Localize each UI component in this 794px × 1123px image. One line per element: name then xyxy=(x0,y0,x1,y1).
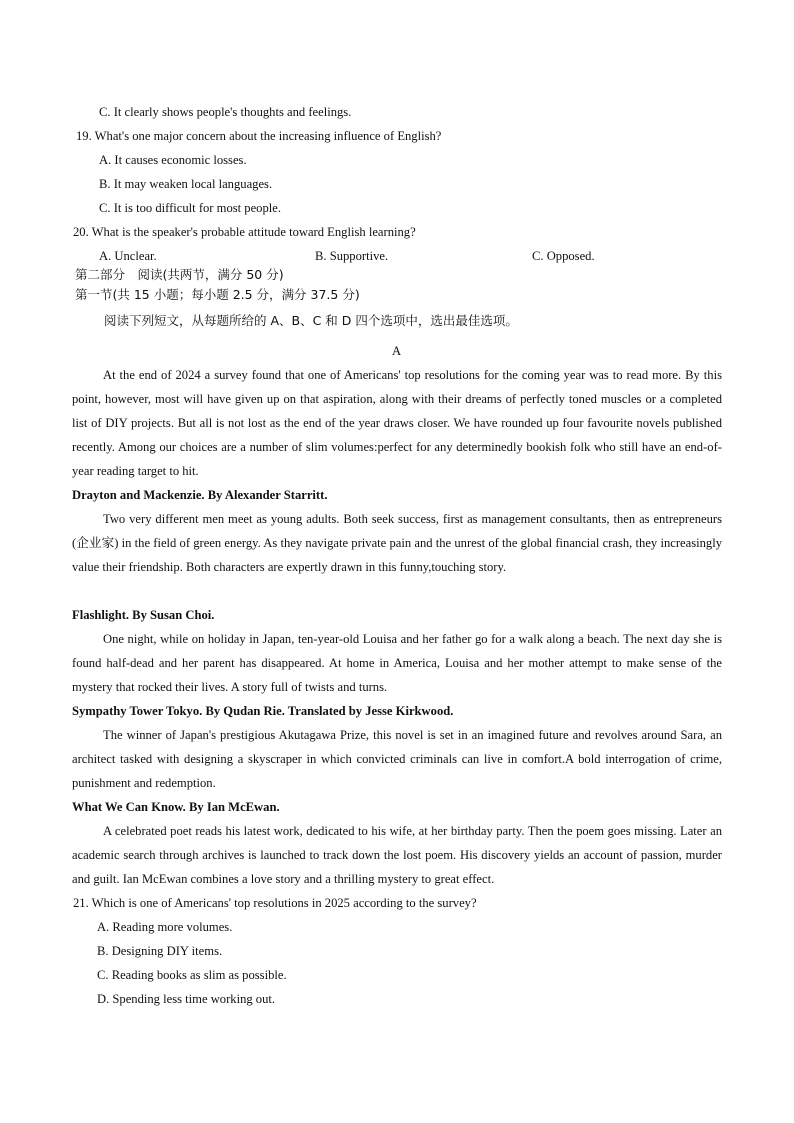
q21-option-b: B. Designing DIY items. xyxy=(97,944,223,958)
passage-letter: A xyxy=(392,344,402,358)
q19-question: 19. What's one major concern about the increasing influence of English? xyxy=(76,129,442,143)
q20-question: 20. What is the speaker's probable attitude toward English learning? xyxy=(73,225,416,239)
q20-option-c: C. Opposed. xyxy=(532,249,595,263)
q20-option-b: B. Supportive. xyxy=(315,249,389,263)
q21-option-a: A. Reading more volumes. xyxy=(97,920,233,934)
book-description: One night, while on holiday in Japan, ten-year-old Louisa and her father go for a walk along a beach. The next day she is found half-dead and her parent has disappeared. At home in America, Louisa and her mother attempt to make sense of the mystery that rocked their lives. A story full of twists and turns. xyxy=(72,632,722,694)
q19-option-c: C. It is too difficult for most people. xyxy=(99,201,282,215)
section-sub-heading: 第一节(共 15 小题；每小题 2.5 分，满分 37.5 分) xyxy=(75,287,360,302)
book-title: Sympathy Tower Tokyo. By Qudan Rie. Translated by Jesse Kirkwood. xyxy=(72,704,454,718)
q18-option-c: C. It clearly shows people's thoughts and feelings. xyxy=(99,105,352,119)
section-part-heading: 第二部分 阅读(共两节，满分 50 分) xyxy=(75,267,284,282)
book-title: Flashlight. By Susan Choi. xyxy=(72,608,215,622)
book-description: A celebrated poet reads his latest work, dedicated to his wife, at her birthday party. Then the poem goes missing. Later an academic search through archives is launched to track down the lost poem. His discovery yields an account of passion, murder and guilt. Ian McEwan combines a love story and a thrilling mystery to great effect. xyxy=(72,824,722,886)
q21-option-d: D. Spending less time working out. xyxy=(97,992,276,1006)
book-description: Two very different men meet as young adults. Both seek success, first as management consultants, then as entrepreneurs (企业家) in the field of green energy. As they navigate private pain and the unrest of the global financial crash, they increasingly value their friendship. Both characters are expertly drawn in this funny,touching story. xyxy=(72,512,722,574)
book-title: What We Can Know. By Ian McEwan. xyxy=(72,800,280,814)
q21-question: 21. Which is one of Americans' top resolutions in 2025 according to the survey? xyxy=(73,896,477,910)
book-description: The winner of Japan's prestigious Akutagawa Prize, this novel is set in an imagined future and revolves around Sara, an architect tasked with designing a skyscraper in which convicted criminals can live in comfort.A bold interrogation of crime, punishment and redemption. xyxy=(72,728,722,790)
q20-option-a: A. Unclear. xyxy=(99,249,157,263)
book-title: Drayton and Mackenzie. By Alexander Starritt. xyxy=(72,488,328,502)
q19-option-b: B. It may weaken local languages. xyxy=(99,177,273,191)
q19-option-a: A. It causes economic losses. xyxy=(99,153,247,167)
q21-option-c: C. Reading books as slim as possible. xyxy=(97,968,287,982)
passage-intro: At the end of 2024 a survey found that one of Americans' top resolutions for the coming year was to read more. By this point, however, most will have given up on that aspiration, along with their dreams of perfectly toned muscles or a completed list of DIY projects. But all is not lost as the end of the year draws closer. We have rounded up four favourite novels published recently. Among our choices are a number of slim volumes:perfect for any determinedly bookish folk who still have an end-of-year reading target to hit. xyxy=(72,368,722,478)
section-instruction: 阅读下列短文，从每题所给的 A、B、C 和 D 四个选项中，选出最佳选项。 xyxy=(104,313,518,328)
